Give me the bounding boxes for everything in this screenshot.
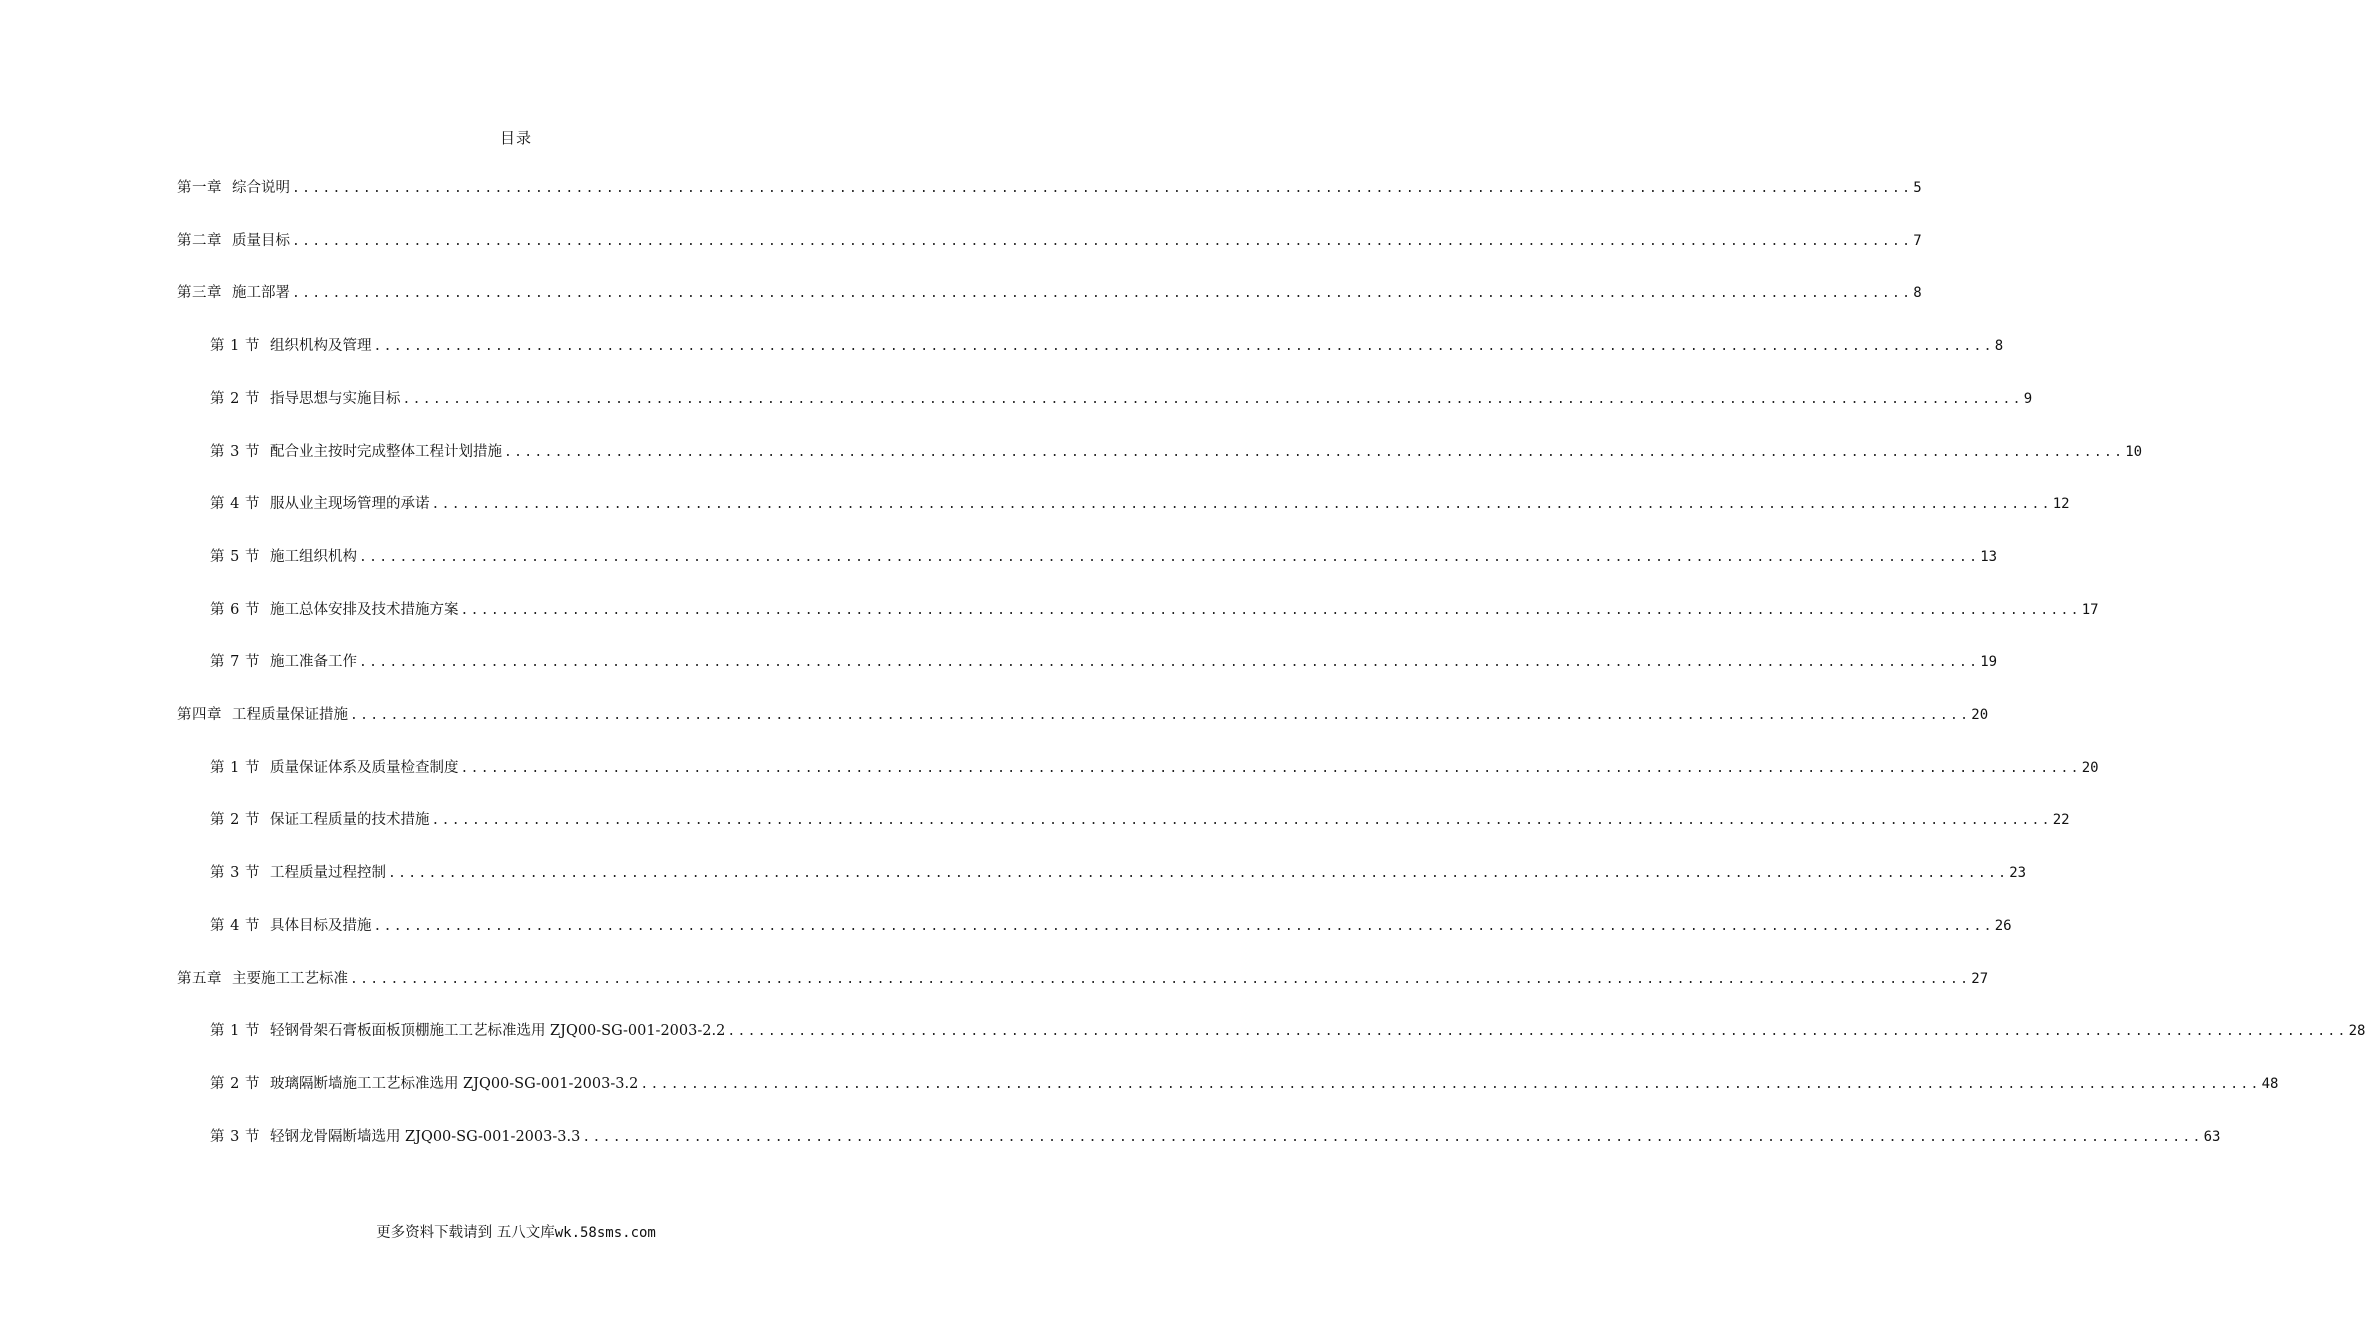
toc-entry-page-number: 7: [1913, 232, 1922, 249]
toc-entry[interactable]: [210, 547, 1998, 569]
toc-entry-prefix: 第 3 节: [210, 1128, 260, 1145]
toc-entry-page-number: 20: [1971, 707, 1989, 723]
toc-entry-title: 轻钢龙骨隔断墙选用 ZJQ00-SG-001-2003-3.3: [269, 1128, 581, 1145]
toc-entry-page-number: 20: [2081, 759, 2099, 776]
toc-entry[interactable]: [210, 1074, 2279, 1096]
toc-entry[interactable]: [210, 336, 2004, 358]
toc-dot-leader: ................................................................................................................................................................: [402, 391, 2023, 407]
toc-dot-leader: ................................................................................................................................................................: [727, 1024, 2348, 1040]
toc-dot-leader: ................................................................................................................................................................: [387, 866, 2009, 882]
toc-entry-prefix: 第四章: [177, 707, 222, 723]
toc-dot-leader: ................................................................................................................................................................: [358, 655, 1980, 671]
toc-entry-prefix: 第 5 节: [210, 548, 260, 565]
toc-entry-title: 施工准备工作: [269, 654, 357, 671]
toc-entry-title: 工程质量过程控制: [269, 865, 386, 882]
toc-entry-prefix: 第 2 节: [210, 390, 260, 407]
toc-entry-title: 施工组织机构: [269, 548, 357, 565]
toc-entry[interactable]: [177, 283, 1922, 305]
toc-entry-prefix: 第 3 节: [210, 443, 260, 460]
toc-entry-title: 施工部署: [232, 285, 290, 302]
toc-entry-title: 具体目标及措施: [269, 917, 372, 934]
toc-entry-title: 服从业主现场管理的承诺: [269, 496, 430, 513]
toc-entry-prefix: 第 2 节: [210, 812, 260, 829]
toc-dot-leader: ................................................................................................................................................................: [503, 444, 2125, 460]
toc-entry-page-number: 10: [2125, 443, 2143, 460]
toc-entry[interactable]: [210, 758, 2099, 780]
toc-entry-title: 轻钢骨架石膏板面板顶棚施工工艺标准选用 ZJQ00-SG-001-2003-2.2: [269, 1023, 726, 1040]
toc-entry-title: 组织机构及管理: [269, 338, 372, 355]
toc-entry-prefix: 第 3 节: [210, 865, 260, 882]
toc-dot-leader: ................................................................................................................................................................: [582, 1129, 2203, 1145]
toc-entry-page-number: 28: [2348, 1023, 2365, 1040]
toc-entry-page-number: 27: [1971, 970, 1989, 987]
toc-entry[interactable]: [177, 178, 1922, 200]
footer-site-link[interactable]: wk.58sms.com: [554, 1225, 656, 1241]
toc-entry[interactable]: [210, 810, 2070, 832]
toc-entry-prefix: 第 7 节: [210, 654, 260, 671]
toc-dot-leader: ................................................................................................................................................................: [431, 813, 2052, 829]
toc-entry-prefix: 第三章: [177, 285, 222, 302]
toc-entry-prefix: 第 6 节: [210, 601, 260, 618]
toc-entry-prefix: 第二章: [177, 232, 222, 249]
toc-entry-prefix: 第 4 节: [210, 496, 260, 513]
toc-entry-title: 工程质量保证措施: [232, 707, 348, 723]
footer-note: [0, 1221, 1032, 1242]
toc-entry[interactable]: [177, 231, 1922, 253]
toc-dot-leader: ................................................................................................................................................................: [292, 181, 1913, 196]
toc-entry-prefix: 第 1 节: [210, 759, 260, 776]
footer-text: 更多资料下载请到 五八文库: [376, 1225, 555, 1241]
toc-entry-title: 玻璃隔断墙施工工艺标准选用 ZJQ00-SG-001-2003-3.2: [269, 1075, 639, 1092]
toc-dot-leader: ................................................................................................................................................................: [358, 549, 1980, 565]
toc-entry-page-number: 48: [2261, 1075, 2279, 1092]
toc-entry[interactable]: [210, 916, 2012, 938]
toc-dot-leader: ................................................................................................................................................................: [460, 602, 2081, 618]
toc-entry[interactable]: [177, 705, 1989, 727]
toc-entry-title: 保证工程质量的技术措施: [269, 812, 430, 829]
toc-dot-leader: ................................................................................................................................................................: [640, 1076, 2261, 1092]
toc-entry-title: 质量保证体系及质量检查制度: [269, 759, 459, 776]
toc-entry-prefix: 第一章: [177, 180, 222, 196]
toc-entry[interactable]: [210, 442, 2143, 464]
toc-entry[interactable]: [210, 494, 2070, 516]
toc-entry-prefix: 第 1 节: [210, 338, 260, 355]
toc-entry-page-number: 8: [1994, 338, 2004, 355]
toc-entry-page-number: 17: [2081, 601, 2099, 618]
toc-entry-page-number: 8: [1913, 285, 1922, 302]
toc-entry-page-number: 26: [1994, 917, 2012, 934]
toc-dot-leader: ................................................................................................................................................................: [373, 918, 1994, 934]
toc-entry[interactable]: [177, 969, 1989, 991]
toc-entry-prefix: 第 4 节: [210, 917, 260, 934]
toc-entry[interactable]: [210, 1021, 2365, 1043]
toc-title: 目录: [499, 129, 532, 147]
toc-dot-leader: ................................................................................................................................................................: [431, 497, 2052, 513]
toc-entry-page-number: 13: [1980, 548, 1998, 565]
toc-dot-leader: ................................................................................................................................................................: [350, 708, 1971, 723]
toc-entry-title: 主要施工工艺标准: [232, 970, 348, 987]
toc-entry-title: 配合业主按时完成整体工程计划措施: [269, 443, 502, 460]
toc-entry-page-number: 22: [2052, 812, 2070, 829]
toc-entry-page-number: 5: [1913, 180, 1922, 196]
toc-entry-page-number: 19: [1980, 654, 1998, 671]
toc-entry[interactable]: [210, 389, 2033, 411]
toc-entry-prefix: 第五章: [177, 970, 222, 987]
toc-entry-page-number: 63: [2203, 1128, 2221, 1145]
toc-dot-leader: ................................................................................................................................................................: [292, 286, 1913, 302]
toc-entry-title: 指导思想与实施目标: [269, 390, 401, 407]
toc-entry-page-number: 12: [2052, 496, 2070, 513]
toc-entry[interactable]: [210, 652, 1998, 674]
toc-entry-prefix: 第 2 节: [210, 1075, 260, 1092]
toc-entry-page-number: 9: [2023, 390, 2033, 407]
toc-entry-title: 质量目标: [232, 232, 290, 249]
toc-dot-leader: ................................................................................................................................................................: [350, 971, 1971, 987]
toc-entry[interactable]: [210, 1127, 2221, 1149]
toc-dot-leader: ................................................................................................................................................................: [460, 760, 2081, 776]
toc-dot-leader: ................................................................................................................................................................: [373, 339, 1994, 355]
toc-entry[interactable]: [210, 600, 2099, 622]
toc-entry-page-number: 23: [2009, 865, 2027, 882]
toc-entry-title: 综合说明: [232, 180, 290, 196]
toc-entry[interactable]: [210, 863, 2027, 885]
toc-entry-title: 施工总体安排及技术措施方案: [269, 601, 459, 618]
toc-entry-prefix: 第 1 节: [210, 1023, 260, 1040]
toc-dot-leader: ................................................................................................................................................................: [292, 233, 1913, 249]
